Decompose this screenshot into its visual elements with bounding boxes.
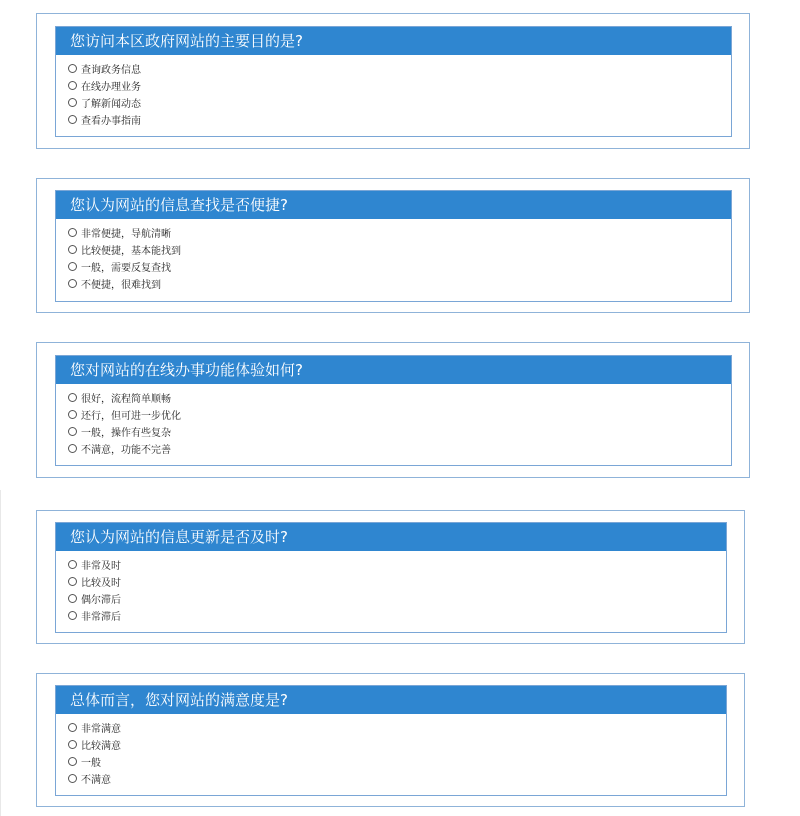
- option-list: [56, 384, 731, 457]
- option-label: 非常滞后: [81, 612, 121, 623]
- radio-button-icon[interactable]: [68, 560, 77, 569]
- question-card-online-service: [36, 342, 750, 478]
- option-item[interactable]: [68, 224, 731, 241]
- question-card-overall-satisfaction: [36, 673, 745, 807]
- question-title: 您认为网站的信息查找是否便捷?: [56, 191, 731, 219]
- question-title: 总体而言，您对网站的满意度是?: [56, 686, 726, 714]
- question-title: 您对网站的在线办事功能体验如何?: [56, 356, 731, 384]
- radio-button-icon[interactable]: [68, 279, 77, 288]
- radio-button-icon[interactable]: [68, 723, 77, 732]
- option-label: 非常及时: [81, 561, 121, 572]
- option-label: 非常满意: [81, 724, 121, 735]
- radio-button-icon[interactable]: [68, 115, 77, 124]
- option-list: [56, 714, 726, 787]
- option-label: 在线办理业务: [81, 82, 141, 93]
- radio-button-icon[interactable]: [68, 611, 77, 620]
- radio-button-icon[interactable]: [68, 410, 77, 419]
- option-item[interactable]: [68, 753, 726, 770]
- option-label: 查看办事指南: [81, 116, 141, 127]
- option-label: 一般，需要反复查找: [81, 263, 171, 274]
- option-label: 比较便捷，基本能找到: [81, 246, 181, 257]
- option-label: 一般: [81, 758, 101, 769]
- option-item[interactable]: [68, 241, 731, 258]
- radio-button-icon[interactable]: [68, 774, 77, 783]
- question-panel: [55, 26, 732, 137]
- option-item[interactable]: [68, 275, 731, 292]
- option-item[interactable]: [68, 770, 726, 787]
- option-label: 偶尔滞后: [81, 595, 121, 606]
- option-item[interactable]: [68, 60, 731, 77]
- option-label: 非常便捷，导航清晰: [81, 229, 171, 240]
- question-card-purpose: [36, 13, 750, 149]
- radio-button-icon[interactable]: [68, 577, 77, 586]
- option-item[interactable]: [68, 736, 726, 753]
- radio-button-icon[interactable]: [68, 98, 77, 107]
- question-title: 您访问本区政府网站的主要目的是?: [56, 27, 731, 55]
- question-title: 您认为网站的信息更新是否及时?: [56, 523, 726, 551]
- option-item[interactable]: [68, 111, 731, 128]
- radio-button-icon[interactable]: [68, 262, 77, 271]
- option-item[interactable]: [68, 406, 731, 423]
- question-panel: [55, 355, 732, 466]
- option-label: 不满意，功能不完善: [81, 445, 171, 456]
- option-label: 不满意: [81, 775, 111, 786]
- option-label: 一般，操作有些复杂: [81, 428, 171, 439]
- option-item[interactable]: [68, 590, 726, 607]
- radio-button-icon[interactable]: [68, 228, 77, 237]
- option-item[interactable]: [68, 719, 726, 736]
- question-panel: [55, 190, 732, 302]
- option-item[interactable]: [68, 556, 726, 573]
- question-panel: [55, 685, 727, 796]
- option-label: 还行，但可进一步优化: [81, 411, 181, 422]
- option-item[interactable]: [68, 607, 726, 624]
- option-list: [56, 219, 731, 292]
- radio-button-icon[interactable]: [68, 427, 77, 436]
- option-label: 比较满意: [81, 741, 121, 752]
- option-item[interactable]: [68, 440, 731, 457]
- radio-button-icon[interactable]: [68, 81, 77, 90]
- radio-button-icon[interactable]: [68, 393, 77, 402]
- option-list: [56, 551, 726, 624]
- option-label: 了解新闻动态: [81, 99, 141, 110]
- question-panel: [55, 522, 727, 633]
- option-label: 很好，流程简单顺畅: [81, 394, 171, 405]
- question-card-findability: [36, 178, 750, 313]
- radio-button-icon[interactable]: [68, 757, 77, 766]
- option-list: [56, 55, 731, 128]
- page-left-border: [0, 490, 1, 816]
- radio-button-icon[interactable]: [68, 594, 77, 603]
- option-item[interactable]: [68, 77, 731, 94]
- radio-button-icon[interactable]: [68, 245, 77, 254]
- option-label: 不便捷，很难找到: [81, 280, 161, 291]
- option-item[interactable]: [68, 94, 731, 111]
- option-item[interactable]: [68, 258, 731, 275]
- option-item[interactable]: [68, 573, 726, 590]
- option-item[interactable]: [68, 389, 731, 406]
- radio-button-icon[interactable]: [68, 64, 77, 73]
- radio-button-icon[interactable]: [68, 740, 77, 749]
- question-card-update-timeliness: [36, 510, 745, 644]
- option-label: 查询政务信息: [81, 65, 141, 76]
- radio-button-icon[interactable]: [68, 444, 77, 453]
- option-item[interactable]: [68, 423, 731, 440]
- option-label: 比较及时: [81, 578, 121, 589]
